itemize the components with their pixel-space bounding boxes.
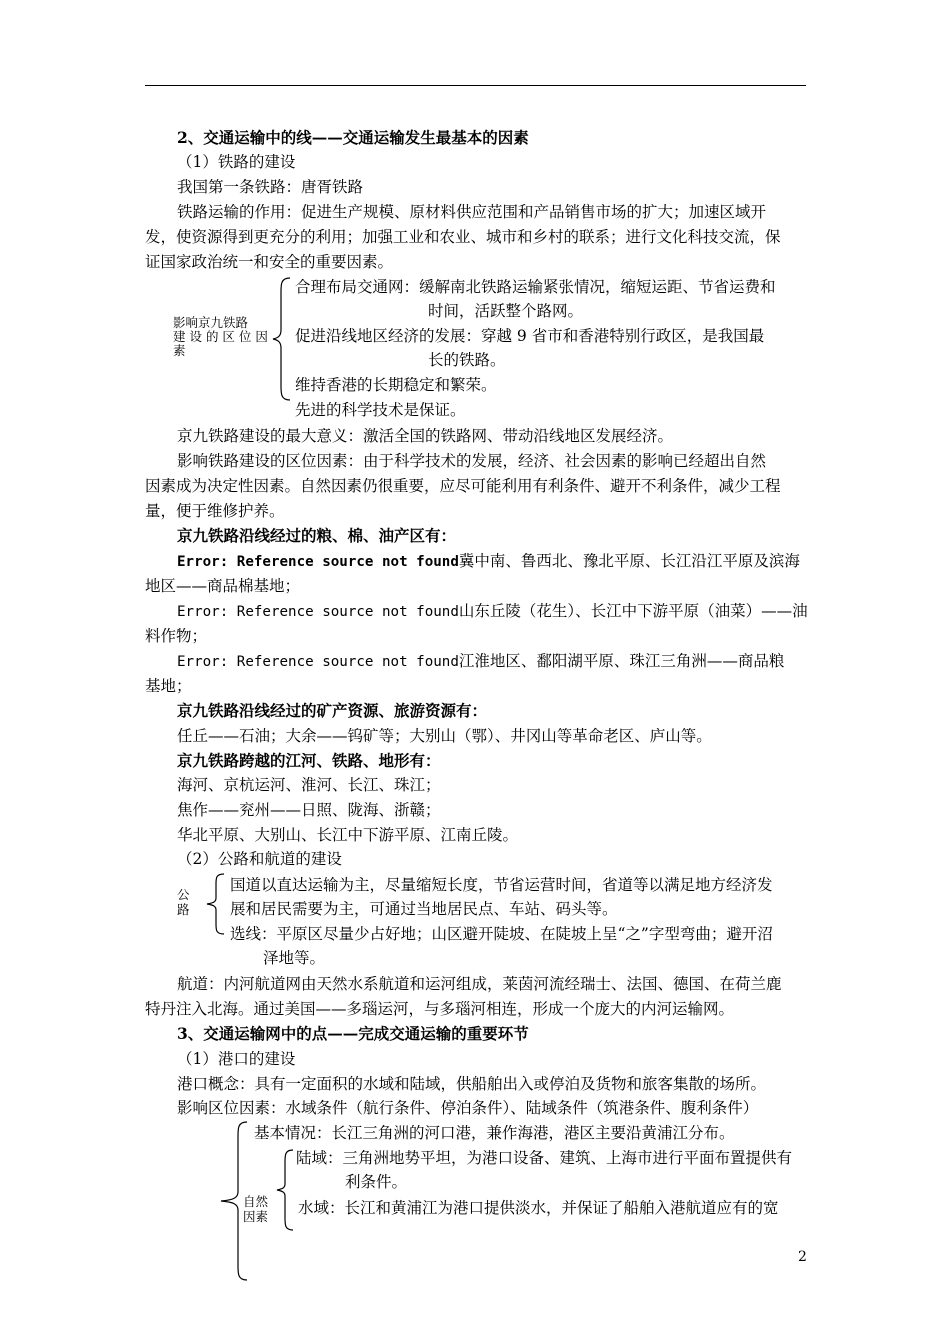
grain-text: 江淮地区、鄱阳湖平原、珠江三角洲——商品粮 xyxy=(458,652,785,670)
oil-line-1 xyxy=(145,599,808,623)
road-label-2: 路 xyxy=(177,902,190,917)
oil-line-2: 料作物； xyxy=(145,627,208,645)
railway-role-line-1: 铁路运输的作用：促进生产规模、原材料供应范围和产品销售市场的扩大；加速区域开 xyxy=(177,203,767,221)
natural-label-1: 自然 xyxy=(243,1194,269,1209)
jingjiu-factor-2-cont: 长的铁路。 xyxy=(428,351,506,369)
jingjiu-factor-label-3: 素 xyxy=(173,343,186,358)
jingjiu-significance: 京九铁路建设的最大意义：激活全国的铁路网、带动沿线地区发展经济。 xyxy=(177,427,674,445)
first-railway: 我国第一条铁路：唐胥铁路 xyxy=(177,178,364,196)
cotton-line-2: 地区——商品棉基地； xyxy=(145,577,301,595)
crossing-rivers: 海河、京杭运河、淮河、长江、珠江； xyxy=(177,776,441,794)
road-line-1: 国道以直达运输为主，尽量缩短长度，节省运营时间，省道等以满足地方经济发 xyxy=(230,876,773,894)
road-line-4: 泽地等。 xyxy=(263,949,326,967)
railway-subheading: （1）铁路的建设 xyxy=(177,153,296,171)
jingjiu-factor-3: 维持香港的长期稳定和繁荣。 xyxy=(295,376,497,394)
jingjiu-factor-label-1: 影响京九铁路 xyxy=(173,315,249,330)
railway-factors-line-1: 影响铁路建设的区位因素：由于科学技术的发展，经济、社会因素的影响已经超出自然 xyxy=(177,452,767,470)
waterway-line-2: 特丹注入北海。通过美国——多瑙运河，与多瑙河相连，形成一个庞大的内河运输网。 xyxy=(145,1000,735,1018)
oil-text: 山东丘陵（花生）、长江中下游平原（油菜）——油 xyxy=(458,602,808,620)
port-factors: 影响区位因素：水域条件（航行条件、停泊条件）、陆域条件（筑港条件、腹利条件） xyxy=(177,1099,759,1117)
error-reference: Error: Reference source not found xyxy=(177,554,459,570)
natural-label-2: 因素 xyxy=(243,1209,269,1224)
mineral-heading: 京九铁路沿线经过的矿产资源、旅游资源有： xyxy=(177,701,488,720)
road-label-1: 公 xyxy=(177,887,190,902)
waterway-line-1: 航道：内河航道网由天然水系航道和运河组成，莱茵河流经瑞士、法国、德国、在荷兰鹿 xyxy=(177,975,782,993)
jingjiu-factor-1: 合理布局交通网：缓解南北铁路运输紧张情况，缩短运距、节省运费和 xyxy=(295,278,776,296)
jingjiu-factor-label-2: 建 设 的 区 位 因 xyxy=(173,329,268,344)
railway-role-line-3: 证国家政治统一和安全的重要因素。 xyxy=(145,253,394,271)
road-brace xyxy=(204,872,226,936)
section-3-heading: 3、交通运输网中的点——完成交通运输的重要环节 xyxy=(177,1024,529,1043)
mineral-text: 任丘——石油；大余——钨矿等；大别山（鄂）、井冈山等革命老区、庐山等。 xyxy=(177,727,712,745)
port-basic: 基本情况：长江三角洲的河口港，兼作海港，港区主要沿黄浦江分布。 xyxy=(254,1124,735,1142)
jingjiu-factor-1-cont: 时间，活跃整个路网。 xyxy=(428,302,584,320)
natural-brace xyxy=(275,1148,295,1232)
error-reference: Error: Reference source not found xyxy=(177,654,459,670)
railway-factors-line-3: 量，便于维修护养。 xyxy=(145,502,285,520)
section-2-heading: 2、交通运输中的线——交通运输发生最基本的因素 xyxy=(177,128,529,147)
port-concept: 港口概念：具有一定面积的水域和陆域，供船舶出入或停泊及货物和旅客集散的场所。 xyxy=(177,1075,767,1093)
jingjiu-factor-2: 促进沿线地区经济的发展：穿越 9 省市和香港特别行政区，是我国最 xyxy=(295,327,765,345)
cotton-line-1 xyxy=(145,549,808,573)
road-waterway-subheading: （2）公路和航道的建设 xyxy=(177,850,342,868)
land-line-1: 陆域：三角洲地势平坦，为港口设备、建筑、上海市进行平面布置提供有 xyxy=(296,1149,793,1167)
page-number: 2 xyxy=(798,1249,807,1265)
port-subheading: （1）港口的建设 xyxy=(177,1050,296,1068)
error-reference: Error: Reference source not found xyxy=(177,604,459,620)
road-line-3: 选线：平原区尽量少占好地；山区避开陡坡、在陡坡上呈“之”字型弯曲；避开沼 xyxy=(230,925,773,943)
header-rule xyxy=(145,85,806,86)
road-line-2: 展和居民需要为主，可通过当地居民点、车站、码头等。 xyxy=(230,900,618,918)
agri-heading: 京九铁路沿线经过的粮、棉、油产区有： xyxy=(177,526,457,545)
jingjiu-factor-4: 先进的科学技术是保证。 xyxy=(295,401,466,419)
water-line-1: 水域：长江和黄浦江为港口提供淡水，并保证了船舶入港航道应有的宽 xyxy=(298,1199,779,1217)
grain-line-2: 基地； xyxy=(145,677,192,695)
jingjiu-brace xyxy=(270,276,292,402)
railway-role-line-2: 发，使资源得到更充分的利用；加强工业和农业、城市和乡村的联系；进行文化科技交流，保 xyxy=(145,228,781,246)
cotton-text: 冀中南、鲁西北、豫北平原、长江沿江平原及滨海 xyxy=(458,552,800,570)
railway-factors-line-2: 因素成为决定性因素。自然因素仍很重要，应尽可能利用有利条件、避开不利条件，减少工程 xyxy=(145,477,781,495)
crossing-terrain: 华北平原、大别山、长江中下游平原、江南丘陵。 xyxy=(177,826,519,844)
grain-line-1 xyxy=(145,649,808,673)
crossing-railways: 焦作——兖州——日照、陇海、浙赣； xyxy=(177,801,441,819)
land-line-2: 利条件。 xyxy=(345,1173,408,1191)
crossing-heading: 京九铁路跨越的江河、铁路、地形有： xyxy=(177,751,441,770)
